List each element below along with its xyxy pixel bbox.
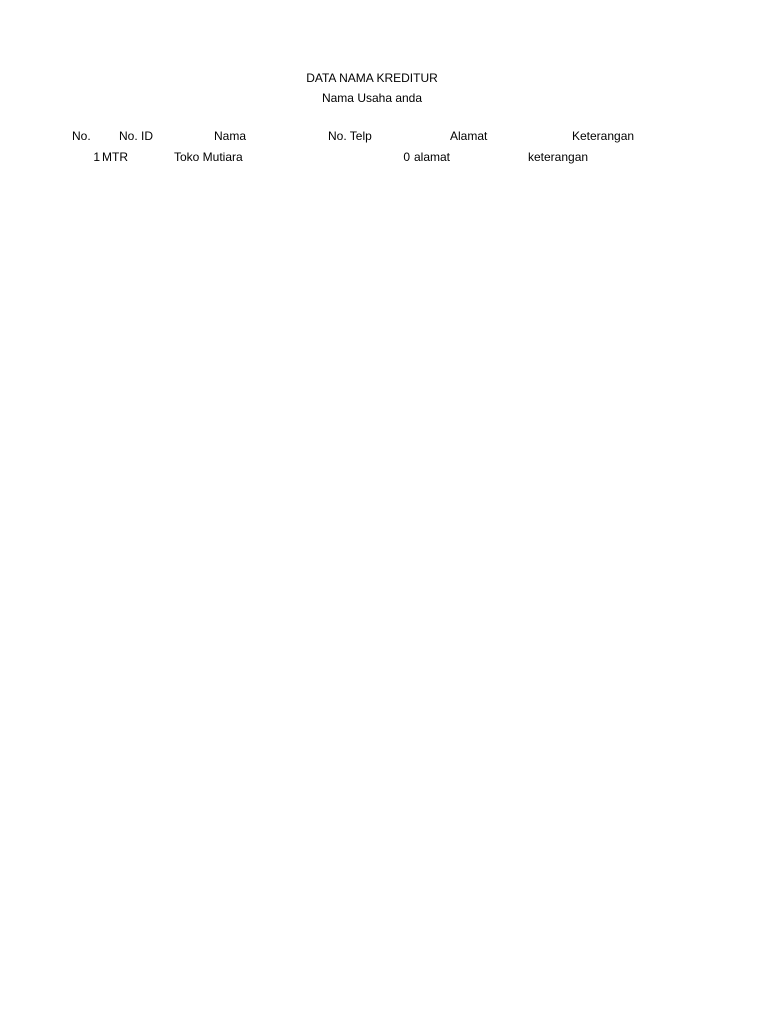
document-title: DATA NAMA KREDITUR	[306, 71, 438, 85]
header-id: No. ID	[119, 129, 154, 143]
header-alamat: Alamat	[450, 129, 488, 143]
header-nama: Nama	[214, 129, 247, 143]
cell-id: MTR	[102, 150, 128, 164]
cell-no: 1	[93, 150, 100, 164]
cell-alamat: alamat	[414, 150, 451, 164]
header-no: No.	[72, 129, 91, 143]
cell-nama: Toko Mutiara	[174, 150, 243, 164]
header-telp: No. Telp	[328, 129, 372, 143]
header-keterangan: Keterangan	[572, 129, 635, 143]
cell-telp: 0	[403, 150, 410, 164]
cell-keterangan: keterangan	[528, 150, 589, 164]
document-subtitle: Nama Usaha anda	[321, 91, 423, 105]
